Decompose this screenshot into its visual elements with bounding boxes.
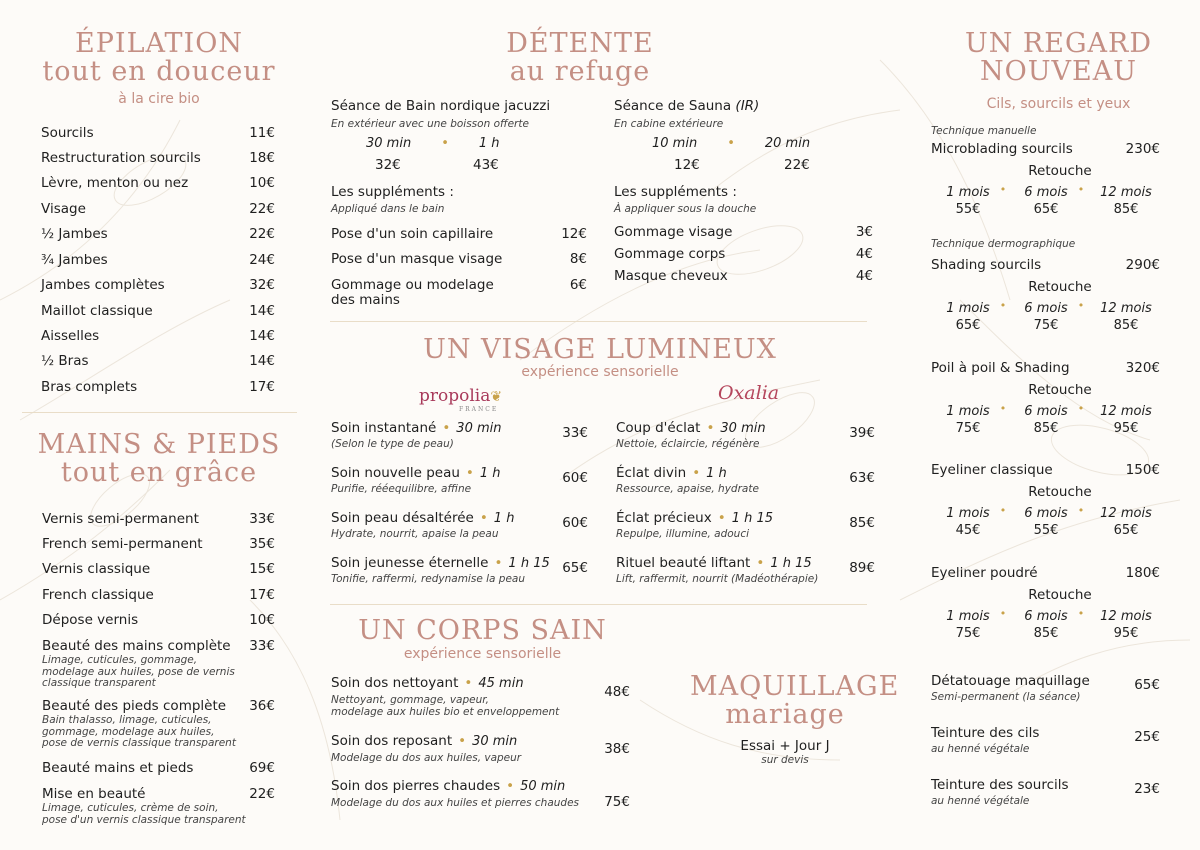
bullet-icon: • <box>506 778 515 794</box>
visage-item-label: Soin jeunesse éternelle • 1 h 15 <box>331 555 550 571</box>
bullet-icon: • <box>999 299 1007 312</box>
bain-supp-label: des mains <box>331 292 400 308</box>
visage-item-price: 60€ <box>562 470 588 486</box>
epilation-item-price: 22€ <box>249 201 275 217</box>
mains-item-price: 36€ <box>249 698 275 714</box>
sauna-supp-price: 3€ <box>855 224 873 240</box>
sauna-price-2: 22€ <box>784 157 810 173</box>
retouche-period: 1 mois <box>946 609 990 624</box>
regard-service-price: 150€ <box>1125 462 1160 478</box>
visage-item-price: 60€ <box>562 515 588 531</box>
retouche-period: 12 mois <box>1100 301 1152 316</box>
regard-extra-price: 65€ <box>1134 677 1160 693</box>
mains-item-price: 22€ <box>249 786 275 802</box>
mains-item-note: modelage aux huiles, pose de vernis <box>42 665 235 678</box>
visage-item-note: Ressource, apaise, hydrate <box>616 483 759 495</box>
corps-item-label: Soin dos pierres chaudes • 50 min <box>331 778 566 794</box>
corps-item-price: 75€ <box>604 794 630 810</box>
bain-durations: 30 min • 1 h <box>366 136 500 151</box>
mains-item-price: 33€ <box>249 511 275 527</box>
corps-item-label: Soin dos nettoyant • 45 min <box>331 675 524 691</box>
mains-item-note: pose de vernis classique transparent <box>42 737 236 749</box>
corps-subtitle: expérience sensorielle <box>403 646 562 662</box>
visage-subtitle: expérience sensorielle <box>521 364 679 380</box>
bain-note: En extérieur avec une boisson offerte <box>331 118 529 130</box>
corps-item-price: 48€ <box>604 684 630 700</box>
sauna-supp-note: À appliquer sous la douche <box>614 203 757 215</box>
retouche-period: 6 mois <box>1024 185 1068 200</box>
regard-service-label: Shading sourcils <box>931 257 1042 273</box>
retouche-label: Retouche <box>1028 587 1092 603</box>
sauna-note: En cabine extérieure <box>614 118 724 130</box>
regard-extra-label: Détatouage maquillage <box>931 673 1090 689</box>
epilation-item-label: Restructuration sourcils <box>41 150 201 166</box>
visage-item-note: Nettoie, éclaircie, régénère <box>616 438 760 450</box>
leaf-icon: ❦ <box>490 389 503 405</box>
visage-item-price: 85€ <box>849 515 875 531</box>
mains-item-label: French classique <box>42 587 154 603</box>
regard-extra-label: Teinture des sourcils <box>931 777 1069 793</box>
epilation-item-label: Bras complets <box>41 379 138 395</box>
retouche-period: 12 mois <box>1100 609 1152 624</box>
retouche-price: 75€ <box>955 626 981 641</box>
visage-item-price: 65€ <box>562 560 588 576</box>
sauna-supp-price: 4€ <box>855 268 873 284</box>
bullet-icon: • <box>999 183 1007 196</box>
sauna-supp-label: Gommage corps <box>614 246 726 262</box>
mains-item-label: French semi-permanent <box>42 536 203 552</box>
bullet-icon: • <box>999 504 1007 517</box>
epilation-item-label: Maillot classique <box>41 303 153 319</box>
retouche-period: 1 mois <box>946 185 990 200</box>
visage-item-note: Tonifie, raffermi, redynamise la peau <box>331 573 526 585</box>
retouche-price: 45€ <box>955 523 981 538</box>
epilation-item-price: 14€ <box>249 353 275 369</box>
mains-item-price: 35€ <box>249 536 275 552</box>
regard-service-price: 290€ <box>1125 257 1160 273</box>
corps-item-price: 38€ <box>604 741 630 757</box>
regard-service-label: Eyeliner classique <box>931 462 1053 478</box>
regard-extra-note: au henné végétale <box>931 795 1030 807</box>
bullet-icon: • <box>1077 402 1085 415</box>
mains-item-label: Beauté mains et pieds <box>42 760 194 776</box>
epilation-item-price: 22€ <box>249 226 275 242</box>
corps-item-note: Modelage du dos aux huiles et pierres chaudes <box>331 797 580 809</box>
visage-item-price: 39€ <box>849 425 875 441</box>
epilation-item-label: ½ Jambes <box>41 226 108 242</box>
epilation-item-price: 11€ <box>249 125 275 141</box>
retouche-period: 1 mois <box>946 404 990 419</box>
regard-service-label: Poil à poil & Shading <box>931 360 1070 376</box>
visage-item-price: 63€ <box>849 470 875 486</box>
tech-dermographique: Technique dermographique <box>931 238 1076 250</box>
regard-service-price: 180€ <box>1125 565 1160 581</box>
sauna-durations: 10 min • 20 min <box>652 136 811 151</box>
corps-item-note: Nettoyant, gommage, vapeur, <box>331 694 489 706</box>
mains-item-label: Beauté des mains complète <box>42 638 231 654</box>
bullet-icon: • <box>465 465 474 481</box>
bain-supp-label: Gommage ou modelage <box>331 277 494 293</box>
retouche-price: 55€ <box>1033 523 1059 538</box>
epilation-item-price: 32€ <box>249 277 275 293</box>
regard-service-price: 230€ <box>1125 141 1160 157</box>
propolia-logo: propolia❦ FRANCE <box>419 386 503 413</box>
retouche-price: 85€ <box>1113 202 1139 217</box>
corps-item-label: Soin dos reposant • 30 min <box>331 733 518 749</box>
retouche-price: 55€ <box>955 202 981 217</box>
bain-price-2: 43€ <box>473 157 499 173</box>
visage-item-label: Rituel beauté liftant • 1 h 15 <box>616 555 812 571</box>
detente-title: DÉTENTE au refuge <box>506 28 654 87</box>
mains-item-price: 17€ <box>249 587 275 603</box>
maquillage-line: Essai + Jour J <box>740 738 830 754</box>
regard-title: UN REGARD NOUVEAU <box>964 28 1153 87</box>
mains-title: MAINS & PIEDS tout en grâce <box>37 429 281 488</box>
bullet-icon: • <box>458 733 467 749</box>
visage-item-label: Soin instantané • 30 min <box>331 420 502 436</box>
bain-supp-label: Les suppléments : <box>331 184 454 200</box>
corps-item-note: modelage aux huiles bio et enveloppement <box>331 706 560 718</box>
regard-extra-label: Teinture des cils <box>931 725 1040 741</box>
mains-item-price: 69€ <box>249 760 275 776</box>
bullet-icon: • <box>494 555 503 571</box>
bain-supp-note: Appliqué dans le bain <box>331 203 445 215</box>
corps-title: UN CORPS SAIN <box>358 615 607 646</box>
bullet-icon: • <box>1077 183 1085 196</box>
retouche-price: 65€ <box>1113 523 1139 538</box>
retouche-price: 85€ <box>1033 626 1059 641</box>
retouche-period: 6 mois <box>1024 609 1068 624</box>
oxalia-logo: Oxalia <box>718 382 780 404</box>
regard-extra-note: au henné végétale <box>931 743 1030 755</box>
visage-item-note: Repulpe, illumine, adouci <box>616 528 750 540</box>
retouche-price: 75€ <box>955 421 981 436</box>
epilation-item-label: Sourcils <box>41 125 94 141</box>
corps-item-note: Modelage du dos aux huiles, vapeur <box>331 752 522 764</box>
retouche-price: 75€ <box>1033 318 1059 333</box>
epilation-item-price: 17€ <box>249 379 275 395</box>
retouche-price: 95€ <box>1113 421 1139 436</box>
bullet-icon: • <box>479 510 488 526</box>
regard-extra-note: Semi-permanent (la séance) <box>931 691 1081 703</box>
mains-item-note: Limage, cuticules, crème de soin, <box>42 802 219 814</box>
sauna-supp-label: Les suppléments : <box>614 184 737 200</box>
mains-item-note: Bain thalasso, limage, cuticules, <box>42 714 212 726</box>
visage-item-price: 89€ <box>849 560 875 576</box>
bullet-icon: • <box>717 510 726 526</box>
mains-item-note: pose d'un vernis classique transparent <box>42 813 246 826</box>
mains-item-note: gommage, modelage aux huiles, <box>42 725 215 738</box>
epilation-subtitle: à la cire bio <box>118 91 200 107</box>
retouche-period: 1 mois <box>946 506 990 521</box>
bullet-icon: • <box>692 465 701 481</box>
mains-item-label: Mise en beauté <box>42 786 146 802</box>
bullet-icon: • <box>1077 504 1085 517</box>
bullet-icon: • <box>1077 607 1085 620</box>
bain-supp-price: 6€ <box>569 277 587 293</box>
mains-item-label: Dépose vernis <box>42 612 139 628</box>
bullet-icon: • <box>706 420 715 436</box>
maquillage-title: MAQUILLAGE mariage <box>690 671 900 730</box>
retouche-price: 85€ <box>1033 421 1059 436</box>
divider <box>330 604 867 605</box>
retouche-label: Retouche <box>1028 163 1092 179</box>
epilation-item-price: 14€ <box>249 328 275 344</box>
sauna-price-1: 12€ <box>674 157 700 173</box>
divider <box>330 321 867 322</box>
bain-label: Séance de Bain nordique jacuzzi <box>331 98 551 114</box>
retouche-label: Retouche <box>1028 382 1092 398</box>
visage-title: UN VISAGE LUMINEUX <box>423 334 777 365</box>
sauna-supp-label: Gommage visage <box>614 224 733 240</box>
visage-item-note: Hydrate, nourrit, apaise la peau <box>331 528 499 540</box>
bain-supp-label: Pose d'un masque visage <box>331 251 503 267</box>
maquillage-note: sur devis <box>761 754 809 766</box>
mains-item-label: Vernis semi-permanent <box>42 511 199 527</box>
epilation-title: ÉPILATION tout en douceur <box>42 28 276 87</box>
retouche-label: Retouche <box>1028 279 1092 295</box>
bullet-icon: • <box>999 607 1007 620</box>
epilation-item-price: 18€ <box>249 150 275 166</box>
regard-extra-price: 25€ <box>1134 729 1160 745</box>
bain-supp-price: 12€ <box>561 226 587 242</box>
retouche-period: 12 mois <box>1100 506 1152 521</box>
bullet-icon: • <box>442 420 451 436</box>
visage-item-label: Coup d'éclat • 30 min <box>616 420 766 436</box>
bain-supp-price: 8€ <box>569 251 587 267</box>
regard-extra-price: 23€ <box>1134 781 1160 797</box>
mains-item-note: classique transparent <box>42 677 156 689</box>
visage-item-note: Purifie, rééequilibre, affine <box>331 483 472 495</box>
epilation-item-label: ¾ Jambes <box>41 252 108 268</box>
regard-service-label: Eyeliner poudré <box>931 565 1038 581</box>
divider <box>22 412 297 413</box>
mains-item-price: 10€ <box>249 612 275 628</box>
mains-item-label: Vernis classique <box>42 561 151 577</box>
retouche-period: 6 mois <box>1024 404 1068 419</box>
bain-price-1: 32€ <box>375 157 401 173</box>
epilation-item-price: 24€ <box>249 252 275 268</box>
retouche-period: 12 mois <box>1100 185 1152 200</box>
bullet-icon: • <box>756 555 765 571</box>
visage-item-note: (Selon le type de peau) <box>331 438 454 450</box>
epilation-item-price: 10€ <box>249 175 275 191</box>
visage-item-label: Soin nouvelle peau • 1 h <box>331 465 501 481</box>
visage-item-note: Lift, raffermit, nourrit (Madéothérapie) <box>616 573 819 585</box>
mains-item-price: 33€ <box>249 638 275 654</box>
retouche-price: 95€ <box>1113 626 1139 641</box>
bain-supp-label: Pose d'un soin capillaire <box>331 226 494 242</box>
visage-item-label: Éclat divin • 1 h <box>616 465 727 481</box>
sauna-label: Séance de Sauna (IR) <box>614 98 760 114</box>
sauna-supp-price: 4€ <box>855 246 873 262</box>
regard-subtitle: Cils, sourcils et yeux <box>986 96 1131 112</box>
epilation-item-label: ½ Bras <box>41 353 89 369</box>
retouche-price: 65€ <box>955 318 981 333</box>
visage-item-label: Éclat précieux • 1 h 15 <box>616 510 774 526</box>
retouche-price: 85€ <box>1113 318 1139 333</box>
retouche-period: 12 mois <box>1100 404 1152 419</box>
retouche-price: 65€ <box>1033 202 1059 217</box>
epilation-item-label: Aisselles <box>41 328 100 344</box>
sauna-supp-label: Masque cheveux <box>614 268 728 284</box>
bullet-icon: • <box>1077 299 1085 312</box>
retouche-period: 1 mois <box>946 301 990 316</box>
mains-item-price: 15€ <box>249 561 275 577</box>
mains-item-note: Limage, cuticules, gommage, <box>42 654 198 666</box>
epilation-item-label: Jambes complètes <box>41 277 165 293</box>
retouche-period: 6 mois <box>1024 301 1068 316</box>
mains-item-label: Beauté des pieds complète <box>42 698 227 714</box>
bullet-icon: • <box>999 402 1007 415</box>
retouche-label: Retouche <box>1028 484 1092 500</box>
retouche-period: 6 mois <box>1024 506 1068 521</box>
epilation-item-label: Lèvre, menton ou nez <box>41 175 189 191</box>
regard-service-label: Microblading sourcils <box>931 141 1073 157</box>
visage-item-price: 33€ <box>562 425 588 441</box>
tech-manuelle: Technique manuelle <box>931 125 1037 137</box>
epilation-item-label: Visage <box>41 201 86 217</box>
regard-service-price: 320€ <box>1125 360 1160 376</box>
bullet-icon: • <box>464 675 473 691</box>
epilation-item-price: 14€ <box>249 303 275 319</box>
visage-item-label: Soin peau désaltérée • 1 h <box>331 510 515 526</box>
